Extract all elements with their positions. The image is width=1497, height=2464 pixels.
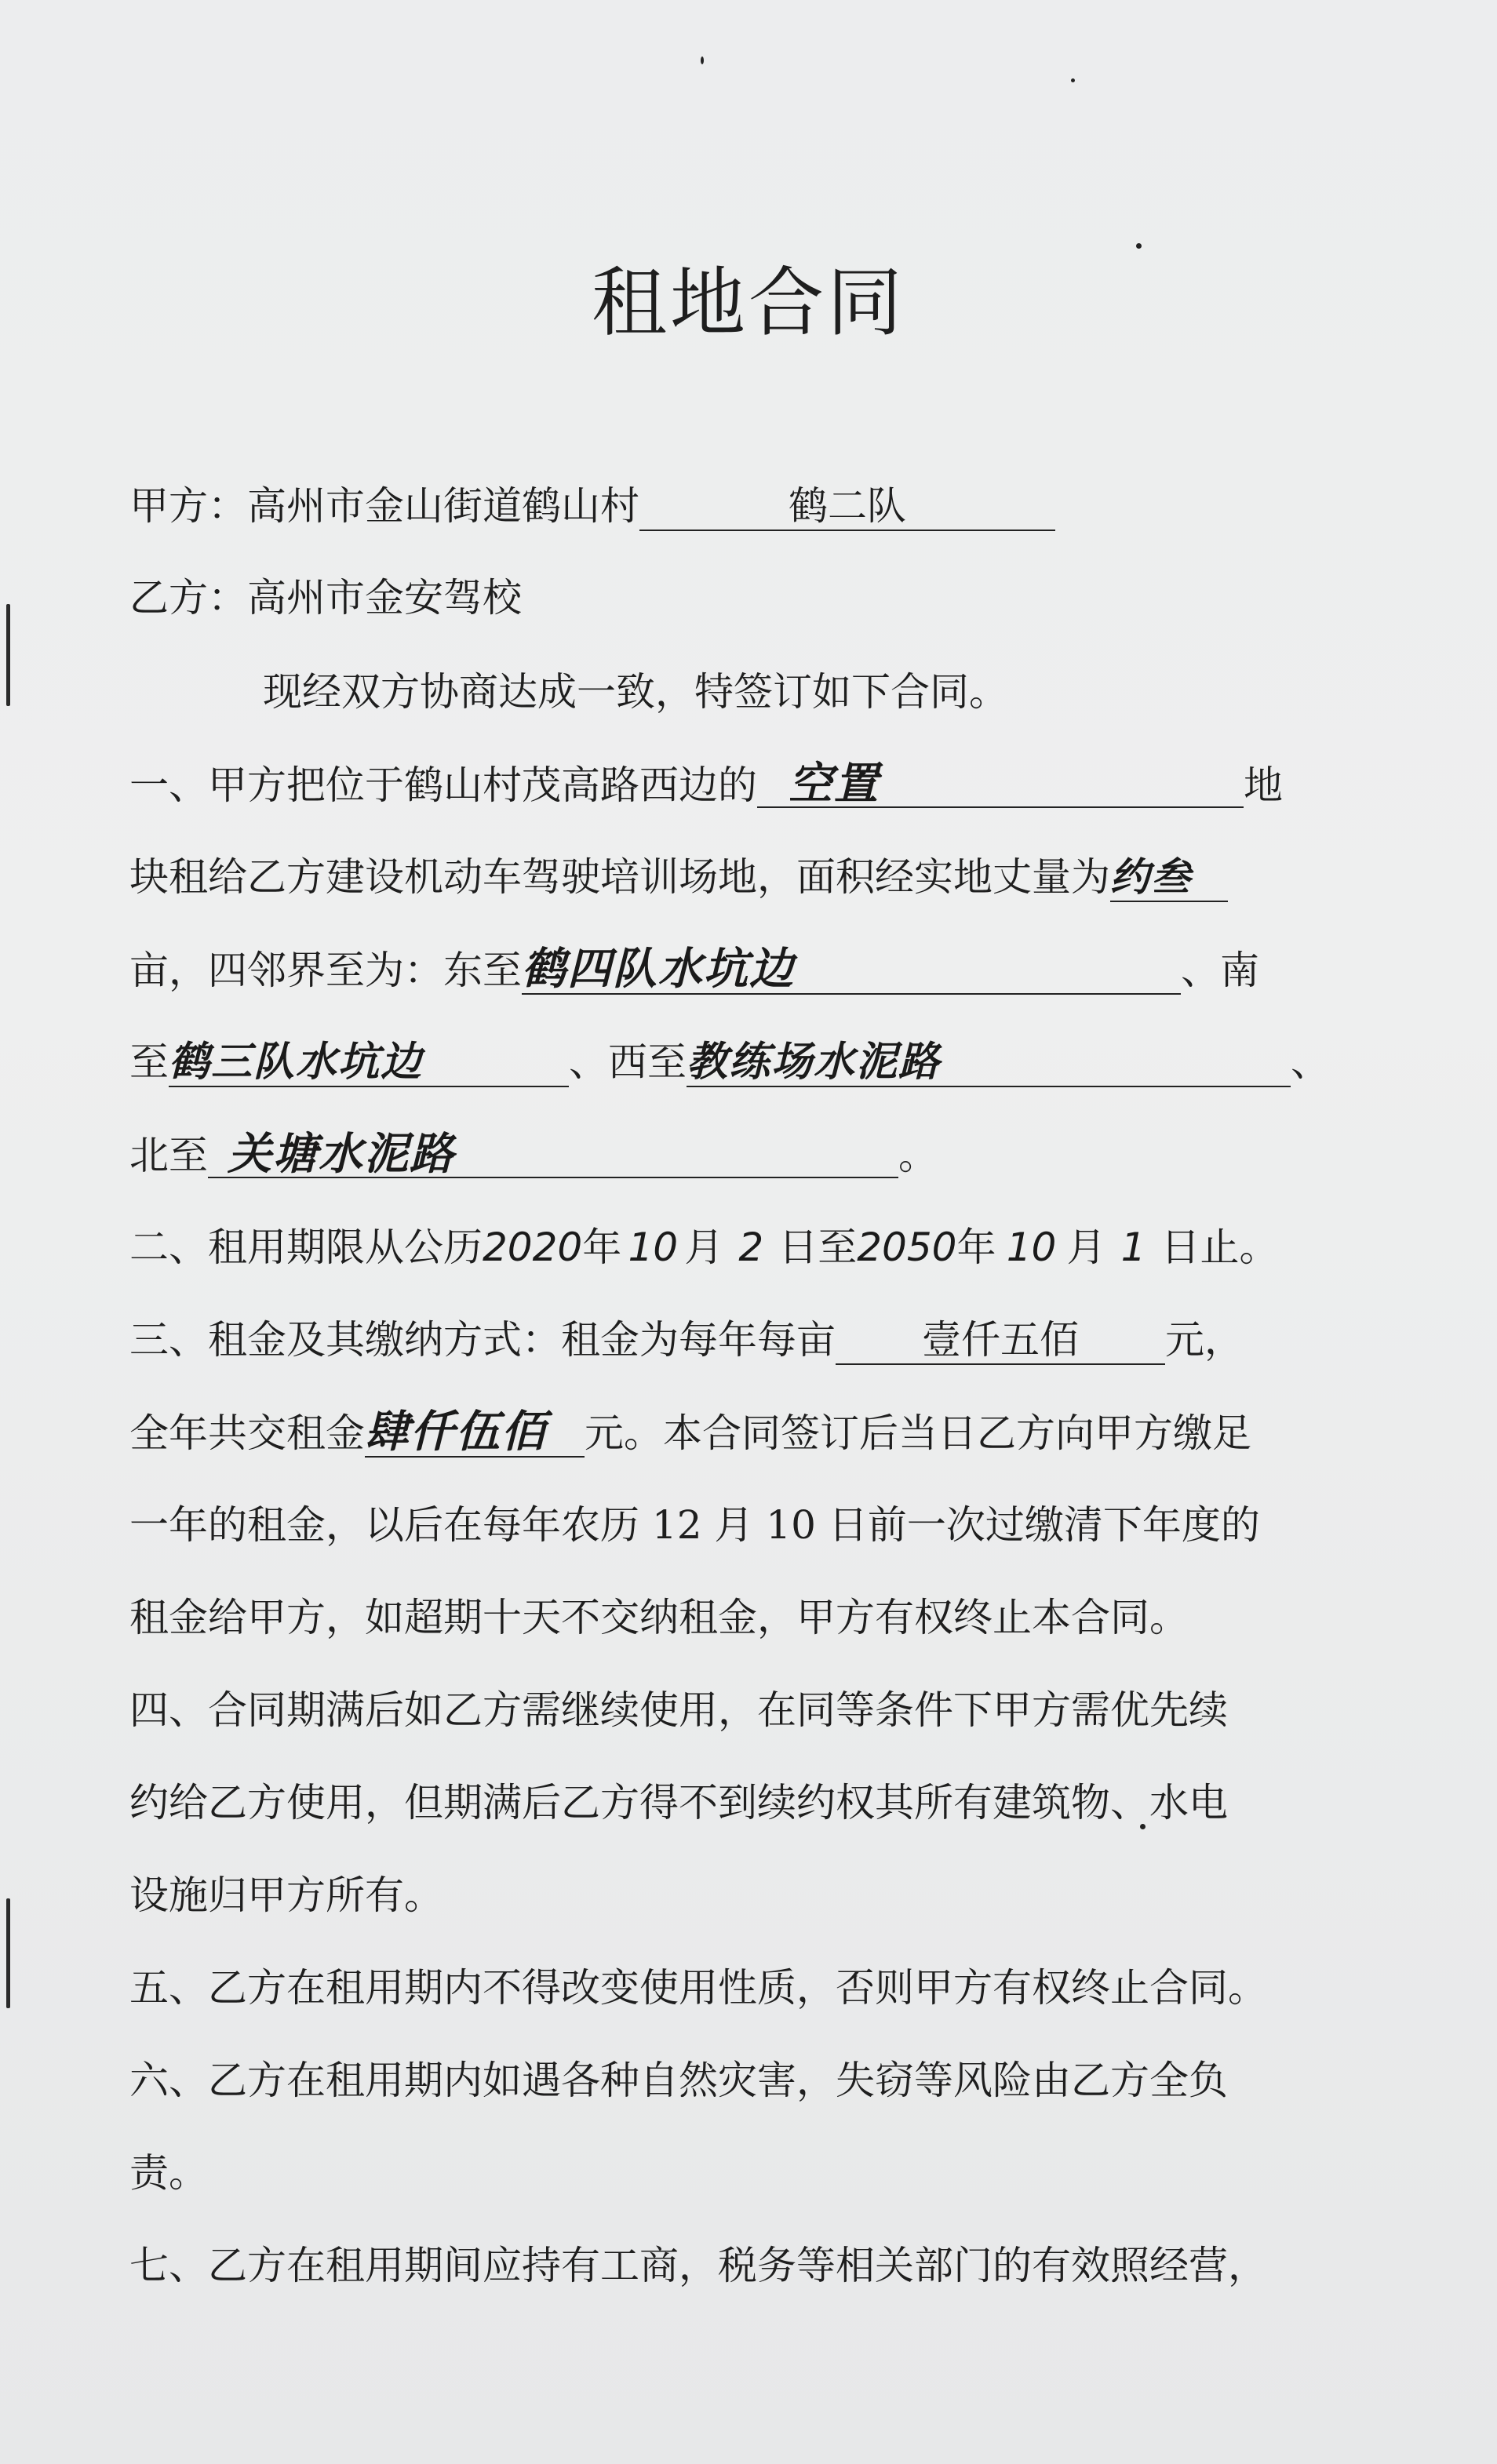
rate-field (836, 1316, 1165, 1365)
clause1-suffix: 地 (1244, 762, 1283, 808)
party-a-line (129, 482, 1353, 531)
clause1-line4-prefix: 至 (129, 1039, 169, 1085)
clause1-line2 (129, 853, 1353, 902)
day-to-label: 日至 (778, 1225, 858, 1270)
west-boundary-field (687, 1039, 1291, 1087)
party-b-line: 乙方：高州市金安驾校 (129, 575, 522, 621)
clause1-line3-prefix: 亩，四邻界至为：东至 (129, 948, 522, 993)
clause3-line2-suffix: 元。本合同签订后当日乙方向甲方缴足 (585, 1410, 1251, 1456)
clause4-line3: 设施归甲方所有。 (129, 1873, 443, 1918)
clause4-line1: 四、合同期满后如乙方需继续使用，在同等条件下甲方需优先续 (129, 1687, 1228, 1733)
intro-text: 现经双方协商达成一致，特签订如下合同。 (263, 669, 1008, 715)
area-field (1110, 853, 1228, 902)
party-a-label: 甲方：高州市金山街道鹤山村 (129, 483, 639, 529)
clause1-prefix: 一、甲方把位于鹤山村茂高路西边的 (129, 762, 757, 808)
annual-label: 全年共交租金 (129, 1410, 365, 1456)
land-status-field (757, 761, 1244, 808)
south-label: 、南 (1181, 948, 1259, 993)
paper-speck (1071, 78, 1075, 82)
clause3-line3: 一年的租金，以后在每年农历 12 月 10 日前一次过缴清下年度的 (129, 1502, 1260, 1548)
clause3-line1 (129, 1316, 1353, 1365)
page-edge-mark (6, 1898, 10, 2008)
start-month-handwritten: 10 (628, 1225, 679, 1270)
clause6-line1: 六、乙方在租用期内如遇各种自然灾害，失窃等风险由乙方全负 (129, 2058, 1228, 2103)
clause1-line5-suffix: 。 (898, 1133, 938, 1178)
clause3-line2 (129, 1409, 1353, 1458)
rate-unit: 元， (1165, 1317, 1244, 1363)
month-label: 月 (1066, 1225, 1106, 1270)
south-boundary-field (169, 1039, 569, 1087)
clause2-line (129, 1224, 1353, 1271)
annual-field (365, 1409, 585, 1458)
month-label: 月 (684, 1225, 724, 1270)
north-label: 北至 (129, 1133, 208, 1178)
clause3-line4: 租金给甲方，如超期十天不交纳租金，甲方有权终止本合同。 (129, 1595, 1189, 1640)
clause2-prefix: 二、租用期限从公历 (129, 1225, 483, 1270)
page-edge-mark (6, 604, 10, 706)
rate-value: 壹仟五佰 (922, 1317, 1079, 1363)
south-boundary-handwritten: 鹤三队水坑边 (169, 1039, 424, 1086)
end-label: 日止。 (1160, 1225, 1279, 1270)
clause6-line2: 责。 (129, 2150, 208, 2196)
clause1-line4 (129, 1039, 1353, 1087)
clause5-line1: 五、乙方在租用期内不得改变使用性质，否则甲方有权终止合同。 (129, 1965, 1267, 2011)
annual-handwritten: 肆仟伍佰 (365, 1407, 547, 1458)
west-boundary-handwritten: 教练场水泥路 (687, 1039, 942, 1086)
clause7-line1: 七、乙方在租用期间应持有工商，税务等相关部门的有效照经营， (129, 2243, 1267, 2288)
paper-speck (701, 56, 704, 64)
north-boundary-handwritten: 关塘水泥路 (228, 1129, 455, 1180)
clause1-line4-suffix: 、 (1291, 1039, 1330, 1085)
start-year-handwritten: 2020 (483, 1225, 583, 1270)
clause1-line3 (129, 946, 1353, 995)
clause1-line2-prefix: 块租给乙方建设机动车驾驶培训场地，面积经实地丈量为 (129, 854, 1110, 900)
end-day-handwritten: 1 (1120, 1225, 1146, 1270)
year-label: 年 (582, 1225, 622, 1270)
clause1-line5 (129, 1131, 1353, 1179)
end-month-handwritten: 10 (1006, 1225, 1057, 1270)
east-boundary-handwritten: 鹤四队水坑边 (522, 944, 795, 995)
west-label: 、西至 (569, 1039, 687, 1085)
land-status-handwritten: 空置 (789, 759, 880, 810)
clause1-line1 (129, 761, 1353, 809)
clause4-line2: 约给乙方使用，但期满后乙方得不到续约权其所有建筑物、水电 (129, 1780, 1228, 1825)
party-a-team-field (639, 482, 1055, 531)
year-label: 年 (956, 1225, 996, 1270)
party-a-team: 鹤二队 (789, 483, 906, 529)
north-boundary-field (208, 1131, 898, 1178)
east-boundary-field (522, 946, 1181, 995)
start-day-handwritten: 2 (738, 1225, 764, 1270)
end-year-handwritten: 2050 (857, 1225, 957, 1270)
contract-title: 租地合同 (592, 259, 905, 347)
clause3-prefix: 三、租金及其缴纳方式：租金为每年每亩 (129, 1317, 836, 1363)
area-handwritten: 约叁 (1110, 854, 1192, 900)
